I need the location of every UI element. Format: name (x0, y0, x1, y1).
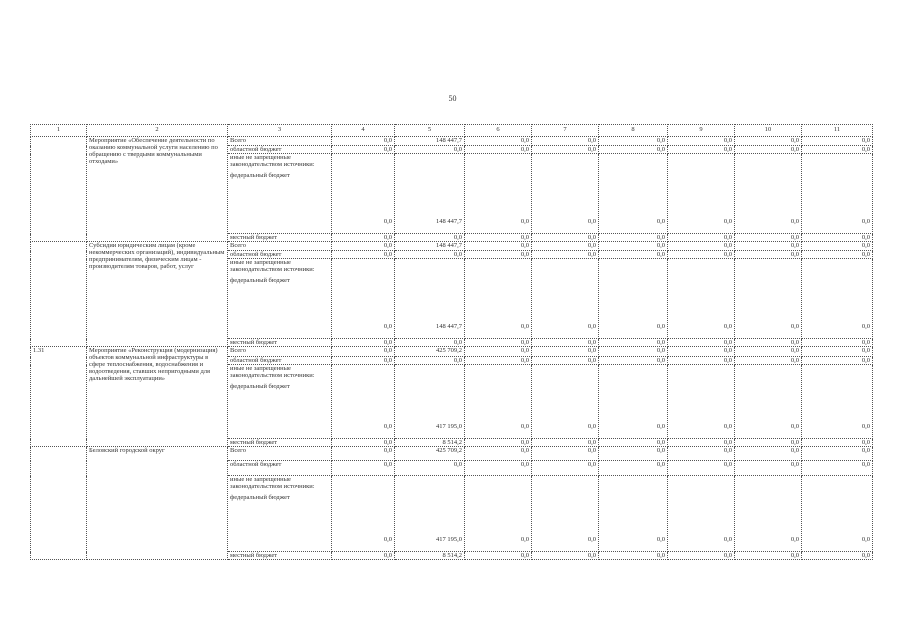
value-cell: 0,0 (599, 461, 668, 476)
value-cell: 0,0 (735, 439, 802, 447)
value-cell: 0,0 (532, 154, 599, 234)
value-cell: 8 514,2 (395, 552, 465, 560)
value-cell: 0,0 (465, 461, 532, 476)
value-cell: 0,0 (735, 251, 802, 259)
value-cell: 0,0 (735, 447, 802, 461)
source-label-local: местный бюджет (228, 552, 332, 560)
value-cell: 0,0 (332, 476, 395, 552)
source-label-regional: областной бюджет (228, 461, 332, 476)
value-cell: 0,0 (532, 447, 599, 461)
source-label-total: Всего (228, 347, 332, 357)
source-label-regional: областной бюджет (228, 357, 332, 365)
value-cell: 0,0 (735, 461, 802, 476)
value-cell: 0,0 (332, 154, 395, 234)
value-cell: 0,0 (532, 347, 599, 357)
row-index (31, 137, 87, 242)
value-cell: 0,0 (395, 339, 465, 347)
source-label-other: иные не запрещенные законодательством источники: (230, 259, 315, 273)
value-cell: 0,0 (735, 154, 802, 234)
value-cell: 0,0 (599, 552, 668, 560)
value-cell: 0,0 (599, 251, 668, 259)
value-cell: 0,0 (395, 461, 465, 476)
value-cell: 417 195,0 (395, 365, 465, 439)
header-cell: 2 (87, 125, 228, 137)
value-cell: 0,0 (802, 461, 873, 476)
value-cell: 0,0 (735, 339, 802, 347)
header-cell: 4 (332, 125, 395, 137)
value-cell: 0,0 (395, 251, 465, 259)
value-cell: 0,0 (465, 439, 532, 447)
value-cell: 0,0 (465, 234, 532, 242)
value-cell: 0,0 (532, 242, 599, 251)
value-cell: 0,0 (532, 552, 599, 560)
value-cell: 0,0 (332, 146, 395, 154)
value-cell: 0,0 (332, 447, 395, 461)
source-label-group (228, 476, 332, 552)
source-label-local: местный бюджет (228, 339, 332, 347)
value-cell: 0,0 (599, 365, 668, 439)
value-cell: 0,0 (532, 234, 599, 242)
source-label-total: Всего (228, 242, 332, 251)
value-cell: 8 514,2 (395, 439, 465, 447)
value-cell: 0,0 (465, 146, 532, 154)
value-cell: 0,0 (599, 242, 668, 251)
value-cell: 0,0 (599, 347, 668, 357)
header-cell: 11 (802, 125, 873, 137)
value-cell: 0,0 (599, 357, 668, 365)
table-row (31, 447, 873, 461)
value-cell: 0,0 (332, 259, 395, 339)
value-cell: 0,0 (668, 439, 735, 447)
value-cell: 425 709,2 (395, 347, 465, 357)
value-cell: 0,0 (465, 347, 532, 357)
value-cell: 0,0 (735, 259, 802, 339)
source-label-group (228, 154, 332, 234)
source-label-federal: федеральный бюджет (230, 277, 290, 284)
source-label-federal: федеральный бюджет (230, 172, 290, 179)
value-cell: 148 447,7 (395, 242, 465, 251)
value-cell: 0,0 (465, 447, 532, 461)
header-cell: 3 (228, 125, 332, 137)
page-number: 50 (448, 94, 457, 103)
value-cell: 0,0 (532, 137, 599, 146)
value-cell: 148 447,7 (395, 137, 465, 146)
value-cell: 0,0 (465, 137, 532, 146)
value-cell: 0,0 (735, 476, 802, 552)
table-row (31, 242, 873, 251)
measure-title: Беловский городской округ (87, 447, 228, 560)
value-cell: 0,0 (735, 242, 802, 251)
source-label-other: иные не запрещенные законодательством источники: (230, 365, 315, 379)
value-cell: 0,0 (668, 357, 735, 365)
value-cell: 0,0 (599, 259, 668, 339)
value-cell: 0,0 (668, 347, 735, 357)
value-cell: 0,0 (532, 251, 599, 259)
value-cell: 0,0 (332, 242, 395, 251)
value-cell: 0,0 (599, 146, 668, 154)
value-cell: 0,0 (332, 357, 395, 365)
value-cell: 0,0 (802, 154, 873, 234)
row-index (31, 242, 87, 347)
value-cell: 0,0 (332, 234, 395, 242)
value-cell: 0,0 (735, 137, 802, 146)
header-cell: 8 (599, 125, 668, 137)
source-label-federal: федеральный бюджет (230, 383, 290, 390)
value-cell: 0,0 (802, 259, 873, 339)
value-cell: 0,0 (802, 365, 873, 439)
header-row (31, 125, 873, 137)
value-cell: 0,0 (532, 439, 599, 447)
header-cell: 10 (735, 125, 802, 137)
value-cell: 0,0 (465, 476, 532, 552)
source-label-other: иные не запрещенные законодательством источники: (230, 476, 315, 490)
source-label-local: местный бюджет (228, 234, 332, 242)
value-cell: 0,0 (599, 476, 668, 552)
value-cell: 0,0 (735, 347, 802, 357)
value-cell: 0,0 (465, 259, 532, 339)
table-row (31, 347, 873, 357)
row-index (31, 447, 87, 560)
value-cell: 0,0 (599, 137, 668, 146)
value-cell: 0,0 (532, 476, 599, 552)
value-cell: 0,0 (802, 552, 873, 560)
value-cell: 0,0 (332, 461, 395, 476)
value-cell: 0,0 (802, 439, 873, 447)
value-cell: 0,0 (668, 365, 735, 439)
measure-title: Субсидии юридическим лицам (кроме некоммерческих организаций), индивидуальным предпринимателям, физическим лицам - производителям товаров, работ, услуг (87, 242, 228, 347)
value-cell: 0,0 (395, 357, 465, 365)
value-cell: 0,0 (532, 461, 599, 476)
value-cell: 0,0 (532, 339, 599, 347)
source-label-total: Всего (228, 137, 332, 146)
value-cell: 0,0 (332, 552, 395, 560)
source-label-other: иные не запрещенные законодательством источники: (230, 154, 315, 168)
source-label-regional: областной бюджет (228, 251, 332, 259)
value-cell: 0,0 (802, 476, 873, 552)
value-cell: 0,0 (668, 476, 735, 552)
value-cell: 0,0 (332, 439, 395, 447)
header-cell: 7 (532, 125, 599, 137)
value-cell: 0,0 (532, 365, 599, 439)
value-cell: 0,0 (599, 439, 668, 447)
row-index: 1.31 (31, 347, 87, 447)
value-cell: 0,0 (465, 339, 532, 347)
header-cell: 1 (31, 125, 87, 137)
value-cell: 0,0 (735, 234, 802, 242)
value-cell: 0,0 (465, 242, 532, 251)
value-cell: 0,0 (599, 447, 668, 461)
value-cell: 0,0 (395, 146, 465, 154)
source-label-total: Всего (228, 447, 332, 461)
value-cell: 148 447,7 (395, 259, 465, 339)
value-cell: 0,0 (332, 347, 395, 357)
value-cell: 0,0 (668, 259, 735, 339)
measure-title: Мероприятие «Реконструкция (модернизация) объектов коммунальной инфраструктуры в сфере теплоснабжения, водоснабжения и водоотведения, ставших непригодными для дальнейшей эксплуатации» (87, 347, 228, 447)
value-cell: 0,0 (395, 234, 465, 242)
value-cell: 0,0 (465, 552, 532, 560)
table-row (31, 137, 873, 146)
header-cell: 5 (395, 125, 465, 137)
measure-title: Мероприятие «Обеспечение деятельности по оказанию коммунальной услуги населению по обращению с твердыми коммунальными отходами» (87, 137, 228, 242)
budget-table (30, 124, 873, 560)
source-label-regional: областной бюджет (228, 146, 332, 154)
value-cell: 0,0 (332, 251, 395, 259)
value-cell: 0,0 (332, 137, 395, 146)
value-cell: 0,0 (802, 447, 873, 461)
value-cell: 0,0 (668, 461, 735, 476)
value-cell: 0,0 (668, 242, 735, 251)
header-cell: 6 (465, 125, 532, 137)
value-cell: 0,0 (802, 339, 873, 347)
value-cell: 0,0 (802, 242, 873, 251)
value-cell: 0,0 (465, 154, 532, 234)
value-cell: 0,0 (465, 357, 532, 365)
value-cell: 0,0 (599, 339, 668, 347)
value-cell: 0,0 (668, 137, 735, 146)
value-cell: 0,0 (532, 146, 599, 154)
source-label-group (228, 259, 332, 339)
value-cell: 0,0 (668, 234, 735, 242)
value-cell: 425 709,2 (395, 447, 465, 461)
value-cell: 0,0 (332, 339, 395, 347)
value-cell: 0,0 (802, 357, 873, 365)
value-cell: 0,0 (668, 251, 735, 259)
value-cell: 0,0 (668, 339, 735, 347)
header-cell: 9 (668, 125, 735, 137)
value-cell: 0,0 (599, 234, 668, 242)
value-cell: 0,0 (735, 357, 802, 365)
value-cell: 0,0 (802, 234, 873, 242)
value-cell: 0,0 (735, 552, 802, 560)
value-cell: 148 447,7 (395, 154, 465, 234)
value-cell: 417 195,0 (395, 476, 465, 552)
value-cell: 0,0 (735, 146, 802, 154)
value-cell: 0,0 (599, 154, 668, 234)
value-cell: 0,0 (668, 146, 735, 154)
source-label-local: местный бюджет (228, 439, 332, 447)
value-cell: 0,0 (668, 552, 735, 560)
value-cell: 0,0 (532, 357, 599, 365)
value-cell: 0,0 (668, 447, 735, 461)
value-cell: 0,0 (532, 259, 599, 339)
value-cell: 0,0 (802, 251, 873, 259)
value-cell: 0,0 (735, 365, 802, 439)
source-label-federal: федеральный бюджет (230, 494, 290, 501)
source-label-group (228, 365, 332, 439)
value-cell: 0,0 (465, 251, 532, 259)
value-cell: 0,0 (802, 347, 873, 357)
value-cell: 0,0 (332, 365, 395, 439)
value-cell: 0,0 (802, 137, 873, 146)
value-cell: 0,0 (465, 365, 532, 439)
value-cell: 0,0 (802, 146, 873, 154)
value-cell: 0,0 (668, 154, 735, 234)
